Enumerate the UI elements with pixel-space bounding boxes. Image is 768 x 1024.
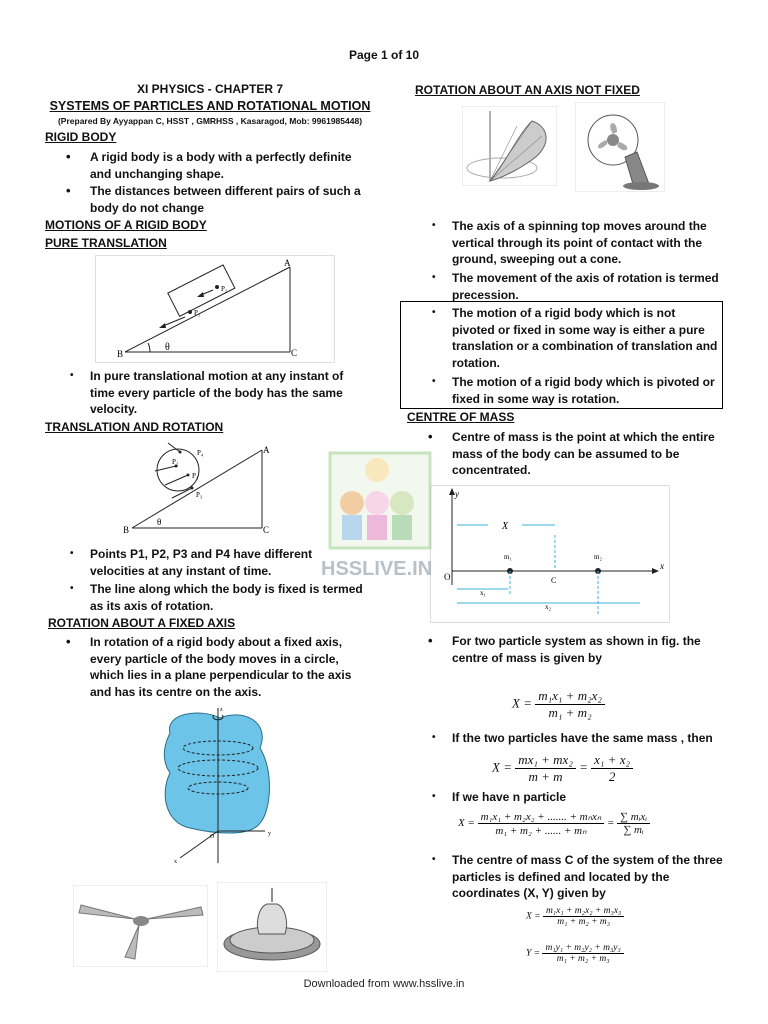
prepared-by: (Prepared By Ayyappan C, HSST , GMRHSS , Kasaragod, Mob: 9961985448): [57, 116, 363, 126]
svg-text:B: B: [117, 349, 124, 359]
svg-text:P₁: P₁: [194, 309, 201, 317]
download-footer: Downloaded from www.hsslive.in: [303, 978, 465, 990]
com-two-particle-equation: X = $\frac{\text{m₁x₁ + m₂x₂}}{\text{m₁ + m₂}}$: [512, 688, 605, 721]
svg-text:θ: θ: [165, 342, 170, 353]
svg-text:x: x: [660, 561, 664, 571]
translation-rotation-figure: [120, 440, 280, 538]
svg-text:A: A: [263, 445, 270, 455]
rigid-body-heading: RIGID BODY: [45, 130, 117, 144]
svg-text:C: C: [551, 576, 557, 585]
rigid-body-point-2: • The distances between different pairs of such a body do not change: [66, 183, 361, 215]
svg-text:x₁: x₁: [480, 589, 486, 597]
translation-rotation-point-2: • The line along which the body is fixed is termed as its axis of rotation.: [70, 582, 363, 613]
page-number: Page 1 of 10: [348, 48, 420, 62]
pure-translation-point: • In pure translational motion at any instant of time every particle of the body has the same velocity.: [70, 369, 344, 416]
com-same-mass-equation: X = $\frac{\text{mx₁ + mx₂}}{m + m}$ = $\frac{\text{x₁ + x₂}}{2}$: [492, 752, 633, 785]
svg-text:y: y: [268, 831, 271, 837]
spinning-top-figure: [462, 106, 557, 186]
svg-text:C: C: [263, 525, 270, 535]
svg-text:P₃: P₃: [196, 491, 203, 499]
three-particle-point: • The centre of mass C of the system of the three particles is defined and located by the coordinates (X, Y) given by: [432, 853, 723, 900]
boxed-point-2: • The motion of a rigid body which is pivoted or fixed in some way is rotation.: [432, 375, 715, 406]
svg-text:P₁: P₁: [192, 472, 199, 480]
svg-text:x: x: [174, 859, 177, 865]
fixed-axis-point: • In rotation of a rigid body about a fixed axis, every particle of the body moves in a circle, which lies in a plane perpendicular to the axis and has its centre on the axis.: [66, 634, 352, 699]
svg-text:O: O: [444, 572, 451, 582]
svg-text:B: B: [123, 525, 130, 535]
svg-text:P₄: P₄: [197, 449, 204, 457]
com-axis-figure: [430, 485, 670, 623]
fixed-axis-heading: ROTATION ABOUT A FIXED AXIS: [48, 616, 236, 630]
com-point: • Centre of mass is the point at which the entire mass of the body can be assumed to be concentrated.: [428, 429, 715, 477]
chapter-title: XI PHYSICS - CHAPTER 7: [136, 82, 284, 96]
svg-text:A: A: [284, 258, 291, 268]
table-fan-figure: [575, 102, 665, 192]
motions-heading: MOTIONS OF A RIGID BODY: [45, 218, 207, 232]
com-three-particle-y-equation: Y = $\frac{\text{m₁y₁ + m₂y₂ + m₃y₃}}{\text{m₁ + m₂ + m₃}}$: [526, 943, 624, 964]
rigid-body-point-1: • A rigid body is a body with a perfectly definite and unchanging shape.: [66, 149, 352, 181]
spinning-top-point-1: • The axis of a spinning top moves around the vertical through its point of contact with the ground, sweeping out a cone.: [432, 219, 707, 266]
svg-text:X: X: [502, 521, 509, 532]
svg-text:P₂: P₂: [221, 285, 228, 293]
svg-text:P₂: P₂: [172, 458, 179, 466]
n-particle-point: • If we have n particle: [432, 790, 567, 804]
svg-text:C: C: [291, 348, 298, 358]
chapter-subtitle: SYSTEMS OF PARTICLES AND ROTATIONAL MOTION: [49, 99, 371, 113]
fixed-axis-body-figure: [160, 703, 280, 868]
pure-translation-figure: [95, 255, 335, 363]
com-n-particle-equation: X = $\frac{\text{m₁x₁ + m₂x₂ + ....... + mₙxₙ}}{\text{m₁ + m₂ + ...... + mₙ}}$ = $\frac{\text{∑ mᵢxᵢ}}{\text{∑ mᵢ}}$: [458, 810, 650, 837]
two-particle-point: • For two particle system as shown in fig. the centre of mass is given by: [428, 633, 701, 665]
com-three-particle-x-equation: X = $\frac{\text{m₁x₁ + m₂x₂ + m₃x₃}}{\text{m₁ + m₂ + m₃}}$: [526, 906, 624, 927]
boxed-point-1: • The motion of a rigid body which is not pivoted or fixed in some way is either a pure translation or a combination of translation and rotation.: [432, 306, 718, 370]
svg-text:x₂: x₂: [545, 603, 551, 611]
pure-translation-heading: PURE TRANSLATION: [45, 236, 167, 250]
potters-wheel-figure: [217, 882, 327, 972]
same-mass-point: • If the two particles have the same mass , then: [432, 731, 713, 745]
com-heading: CENTRE OF MASS: [407, 410, 515, 424]
translation-rotation-heading: TRANSLATION AND ROTATION: [45, 420, 224, 434]
svg-text:z: z: [220, 707, 223, 713]
svg-text:y: y: [455, 489, 459, 499]
spinning-top-point-2: • The movement of the axis of rotation is termed precession.: [432, 271, 719, 302]
svg-text:θ: θ: [157, 517, 162, 527]
svg-text:m₂: m₂: [594, 553, 602, 561]
svg-text:O: O: [210, 834, 215, 840]
axis-not-fixed-heading: ROTATION ABOUT AN AXIS NOT FIXED: [415, 83, 640, 97]
ceiling-fan-figure: [73, 885, 208, 967]
watermark-text: HSSLIVE.IN: [321, 558, 433, 580]
translation-rotation-point-1: • Points P1, P2, P3 and P4 have different velocities at any instant of time.: [70, 547, 313, 578]
svg-text:m₁: m₁: [504, 553, 512, 561]
